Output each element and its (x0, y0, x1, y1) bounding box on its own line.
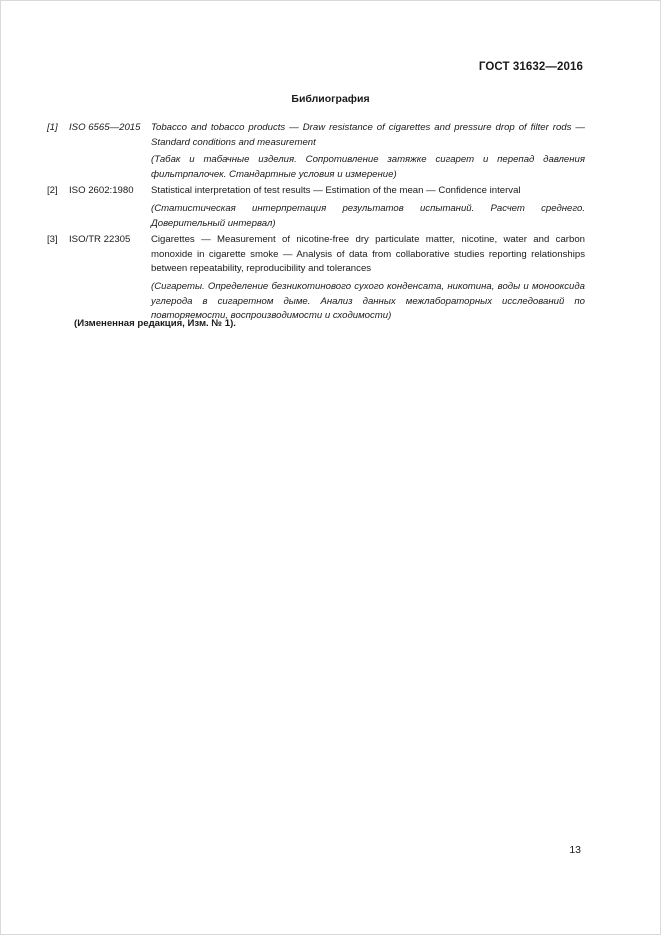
entry-standard: ISO/TR 22305 (69, 234, 131, 246)
entry-number: [2] (47, 185, 58, 197)
entry-title-en: Statistical interpretation of test results — Estimation of the mean — Confidence interval (151, 185, 521, 197)
entry-description (151, 184, 585, 233)
entry-description (151, 121, 585, 184)
bibliography-entry (47, 233, 585, 326)
bibliography-list (47, 121, 585, 326)
entry-title-ru: (Статистическая интерпретация результатов испытаний. Расчет среднего. Доверительный интервал) (151, 202, 585, 229)
entry-standard: ISO 2602:1980 (69, 185, 134, 197)
document-code: ГОСТ 31632—2016 (478, 61, 583, 73)
entry-title-en: Cigarettes — Measurement of nicotine-free dry particulate matter, nicotine, water and carbon monoxide in cigarette smoke — Analysis of data from collaborative studies reporting relationships between repeatability, reproducibility and tolerances (151, 234, 585, 275)
entry-title-ru: (Сигареты. Определение безникотинового сухого конденсата, никотина, воды и монооксида углерода в сигаретном дыме. Анализ данных межлабораторных исследований по повторяемости, воспроизводимости и сходимости) (151, 280, 585, 322)
entry-number: [3] (47, 234, 58, 246)
entry-number: [1] (47, 122, 58, 133)
entry-standard: ISO 6565—2015 (69, 122, 141, 133)
section-title: Библиография (291, 93, 370, 105)
bibliography-entry (47, 121, 585, 184)
amendment-note: (Измененная редакция, Изм. № 1). (74, 318, 236, 329)
entry-description (151, 233, 585, 326)
bibliography-entry (47, 184, 585, 233)
page-number: 13 (569, 844, 581, 856)
entry-title-en: Tobacco and tobacco products — Draw resistance of cigarettes and pressure drop of filter rods — Standard conditions and measurement (151, 122, 585, 148)
entry-title-ru: (Табак и табачные изделия. Сопротивление затяжке сигарет и перепад давления фильтрпалочек. Стандартные условия и измерение) (151, 154, 585, 180)
